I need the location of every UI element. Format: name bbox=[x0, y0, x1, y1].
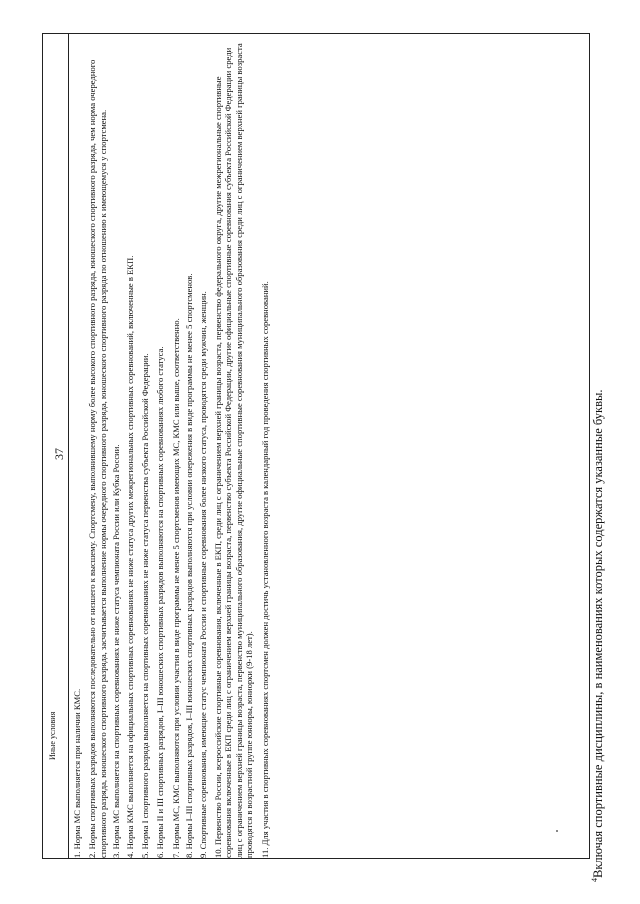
condition-item: 8. Нормы I–III спортивных разрядов, I–III юношеских спортивных разрядов выполняются при условии опережения в виде программы не менее 5 спортсменов. bbox=[184, 273, 195, 858]
footnote bbox=[590, 62, 606, 882]
label-column-border bbox=[68, 33, 69, 859]
condition-item: 9. Спортивные соревнования, имеющие статус чемпионата России и спортивные соревнования более низкого статуса, проводятся среди мужчин, женщин. bbox=[197, 291, 208, 858]
condition-item: 3. Норма МС выполняется на спортивных соревнованиях не ниже статуса чемпионата России или Кубка России. bbox=[111, 444, 122, 858]
page-number-rotated bbox=[52, 448, 67, 460]
condition-item: 10. Первенство России, всероссийские спортивные соревнования, включенные в ЕКП, среди лиц с ограничением верхней границы возраста, первенство федерального округа, другие межрегиональные спортивные соревнования включенные в ЕКП среди лиц с ограничением верхней границы возраста, первенство субъекта Российской Федерации, другие официальные спортивные соревнования субъекта Российской Федерации среди лиц с ограничением верхней границы возраста, первенство муниципального образования, другие официальные спортивные соревнования муниципального образования среди лиц с ограничением верхней границы возраста проводятся в возрастной группе юниоры, юниорки (9-18 лет). bbox=[213, 43, 255, 858]
footnote-text: Включая спортивные дисциплины, в наименованиях которых содержатся указанные буквы. bbox=[591, 389, 606, 878]
condition-item: 11. Для участия в спортивных соревнованиях спортсмен должен достичь установленного возраста в календарный год проведения спортивных соревнований. bbox=[259, 281, 270, 858]
stray-mark bbox=[556, 830, 558, 832]
condition-item: 2. Нормы спортивных разрядов выполняются последовательно от низшего к высшему. Спортсмену, выполнившему норму более высокого спортивного разряда, юношеского спортивного разряда, чем норма очередного спортивного разряда, юношеского спортивного разряда, засчитывается выполнение нормы очередного спортивного разряда, юношеского спортивного разряда по отношению к имеющемуся у спортсмена. bbox=[87, 59, 108, 858]
row-label-text: Иные условия bbox=[48, 711, 57, 760]
row-label-rotated bbox=[48, 580, 62, 760]
footnote-mark: 4 bbox=[590, 878, 599, 882]
conditions-block bbox=[72, 38, 588, 858]
conditions-items bbox=[72, 38, 270, 858]
condition-item: 4. Норма КМС выполняется на официальных спортивных соревнованиях не ниже статуса других межрегиональных спортивных соревнований, включенные в ЕКП. bbox=[124, 255, 135, 858]
condition-item: 7. Нормы МС, КМС выполняются при условии участия в виде программы не менее 5 спортсменов имеющих МС, КМС или выше, соответственно. bbox=[170, 318, 181, 858]
condition-item: 5. Норма I спортивного разряда выполняется на спортивных соревнованиях не ниже статуса первенства субъекта Российской Федерации. bbox=[140, 353, 151, 858]
condition-item: 6. Нормы II и III спортивных разрядов, I–III юношеских спортивных разрядов выполняются на спортивных соревнованиях любого статуса. bbox=[155, 346, 166, 858]
condition-item: 1. Норма МС выполняется при наличии КМС. bbox=[72, 688, 82, 858]
page-number-text: 37 bbox=[52, 448, 66, 460]
